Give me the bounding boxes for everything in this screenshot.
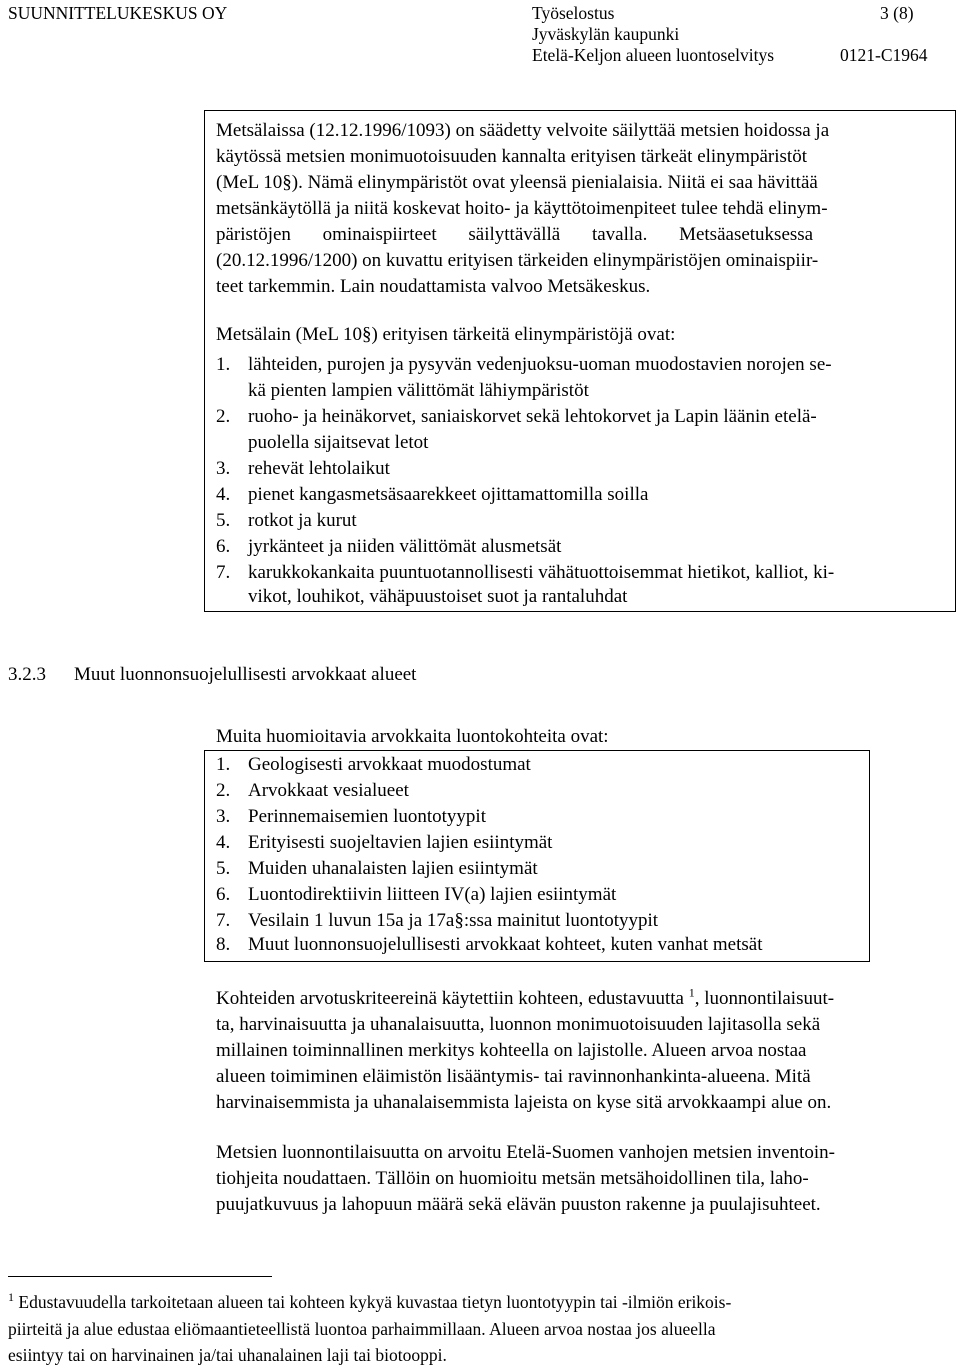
list-text: pienet kangasmetsäsaarekkeet ojittamattomilla soilla	[248, 484, 649, 505]
list-item	[216, 882, 616, 908]
paragraph-line	[216, 986, 946, 1012]
list-text: rehevät lehtolaikut	[248, 458, 390, 479]
report-title: Etelä-Keljon alueen luontoselvitys	[532, 45, 775, 65]
list-item	[216, 804, 486, 830]
list-text: rotkot ja kurut	[248, 510, 357, 531]
list-item-continuation: vikot, louhikot, vähäpuustoiset suot ja rantaluhdat	[248, 586, 628, 607]
city-name: Jyväskylän kaupunki	[532, 24, 680, 44]
list-item-continuation: puolella sijaitsevat letot	[248, 432, 429, 453]
list-number: 7.	[216, 562, 231, 583]
list-number: 7.	[216, 910, 231, 931]
list-item	[216, 404, 817, 430]
list-text: ruoho- ja heinäkorvet, saniaiskorvet sekä lehtokorvet ja Lapin läänin etelä-	[248, 406, 817, 427]
box1-list-title: Metsälain (MeL 10§) erityisen tärkeitä elinympäristöjä ovat:	[216, 324, 676, 345]
box1-para-line: päristöjen ominaispiirteet säilyttävällä tavalla. Metsäasetuksessa	[216, 224, 814, 245]
footnote-line: esiintyy tai on harvinainen ja/tai uhanalainen laji tai biotooppi.	[8, 1345, 447, 1365]
list-number: 6.	[216, 884, 231, 905]
box1-para-line: Metsälaissa (12.12.1996/1093) on säädetty velvoite säilyttää metsien hoidossa ja	[216, 120, 830, 141]
list-text: lähteiden, purojen ja pysyvän vedenjuoksu-uoman muodostavien norojen se-	[248, 354, 832, 375]
list-item	[216, 508, 357, 534]
box1-para-line: (MeL 10§). Nämä elinympäristöt ovat yleensä pienialaisia. Niitä ei saa hävittää	[216, 172, 818, 193]
list-item	[216, 932, 762, 958]
list-number: 3.	[216, 806, 231, 827]
para1-line1-a: Kohteiden arvotuskriteereinä käytettiin kohteen, edustavuutta	[216, 988, 684, 1009]
box1-para-line: (20.12.1996/1200) on kuvattu erityisen tärkeiden elinympäristöjen ominaispiir-	[216, 250, 819, 271]
list-number: 3.	[216, 458, 231, 479]
section-number: 3.2.3	[8, 664, 46, 685]
paragraph-line: millainen toiminnallinen merkitys kohteella on lajistolle. Alueen arvoa nostaa	[216, 1040, 807, 1061]
box2-title: Muita huomioitavia arvokkaita luontokohteita ovat:	[216, 726, 609, 747]
footnote-line	[8, 1290, 731, 1314]
para1-line1-b: , luonnontilaisuut-	[694, 988, 835, 1009]
list-text: Arvokkaat vesialueet	[248, 780, 409, 801]
list-number: 2.	[216, 406, 231, 427]
document-type: Työselostus	[532, 3, 615, 23]
list-number: 6.	[216, 536, 231, 557]
box1-para-line: käytössä metsien monimuotoisuuden kannalta erityisen tärkeät elinympäristöt	[216, 146, 807, 167]
list-item	[216, 830, 552, 856]
list-item	[216, 352, 832, 378]
list-number: 8.	[216, 934, 231, 955]
list-text: Vesilain 1 luvun 15a ja 17a§:ssa mainitut luontotyypit	[248, 910, 659, 931]
list-text: Erityisesti suojeltavien lajien esiintymät	[248, 832, 553, 853]
list-number: 2.	[216, 780, 231, 801]
paragraph-line: tiohjeita noudattaen. Tällöin on huomioitu metsän metsähoidollinen tila, laho-	[216, 1168, 809, 1189]
list-item	[216, 778, 409, 804]
footnote-text: Edustavuudella tarkoitetaan alueen tai kohteen kykyä kuvastaa tietyn luontotyypin tai -ilmiön erikois-	[18, 1292, 732, 1312]
list-number: 4.	[216, 832, 231, 853]
list-text: Perinnemaisemien luontotyypit	[248, 806, 486, 827]
footnote-mark: 1	[8, 1290, 14, 1305]
list-number: 1.	[216, 754, 231, 775]
list-item-continuation: kä pienten lampien välittömät lähiympäristöt	[248, 380, 589, 401]
box1-para-line: metsänkäytöllä ja niitä koskevat hoito- ja käyttötoimenpiteet tulee tehdä elinym-	[216, 198, 828, 219]
list-text: Geologisesti arvokkaat muodostumat	[248, 754, 531, 775]
list-item	[216, 482, 648, 508]
paragraph-line: puujatkuvuus ja lahopuun määrä sekä elävän puuston rakenne ja puulajisuhteet.	[216, 1194, 821, 1215]
list-item	[216, 856, 538, 882]
list-number: 5.	[216, 858, 231, 879]
list-item	[216, 534, 561, 560]
list-number: 1.	[216, 354, 231, 375]
list-number: 4.	[216, 484, 231, 505]
list-item	[216, 560, 834, 586]
list-item	[216, 456, 390, 482]
list-text: karukkokankaita puuntuotannollisesti vähätuottoisemmat hietikot, kalliot, ki-	[248, 562, 835, 583]
paragraph-line: alueen toimiminen eläimistön lisääntymis- tai ravinnonhankinta-alueena. Mitä	[216, 1066, 811, 1087]
footnote-separator	[8, 1276, 272, 1277]
list-item	[216, 908, 658, 934]
page-number: 3 (8)	[880, 3, 914, 23]
paragraph-line: Metsien luonnontilaisuutta on arvoitu Etelä-Suomen vanhojen metsien inventoin-	[216, 1142, 835, 1163]
list-item	[216, 752, 531, 778]
section-title: Muut luonnonsuojelullisesti arvokkaat alueet	[74, 664, 417, 685]
company-name: SUUNNITTELUKESKUS OY	[8, 3, 228, 23]
footnote-reference: 1	[688, 985, 695, 1000]
footnote-line: piirteitä ja alue edustaa eliömaantieteellistä luontoa parhaimmillaan. Alueen arvoa nostaa jos alueella	[8, 1319, 716, 1339]
list-text: Muut luonnonsuojelullisesti arvokkaat kohteet, kuten vanhat metsät	[248, 934, 763, 955]
box1-para-line: teet tarkemmin. Lain noudattamista valvoo Metsäkeskus.	[216, 276, 651, 297]
list-number: 5.	[216, 510, 231, 531]
paragraph-line: harvinaisemmista ja uhanalaisemmista lajeista on kyse sitä arvokkaampi alue on.	[216, 1092, 832, 1113]
paragraph-line: ta, harvinaisuutta ja uhanalaisuutta, luonnon monimuotoisuuden lajitasolla sekä	[216, 1014, 821, 1035]
list-text: Muiden uhanalaisten lajien esiintymät	[248, 858, 538, 879]
project-code: 0121-C1964	[840, 45, 928, 65]
list-text: Luontodirektiivin liitteen IV(a) lajien esiintymät	[248, 884, 617, 905]
list-text: jyrkänteet ja niiden välittömät alusmetsät	[248, 536, 562, 557]
